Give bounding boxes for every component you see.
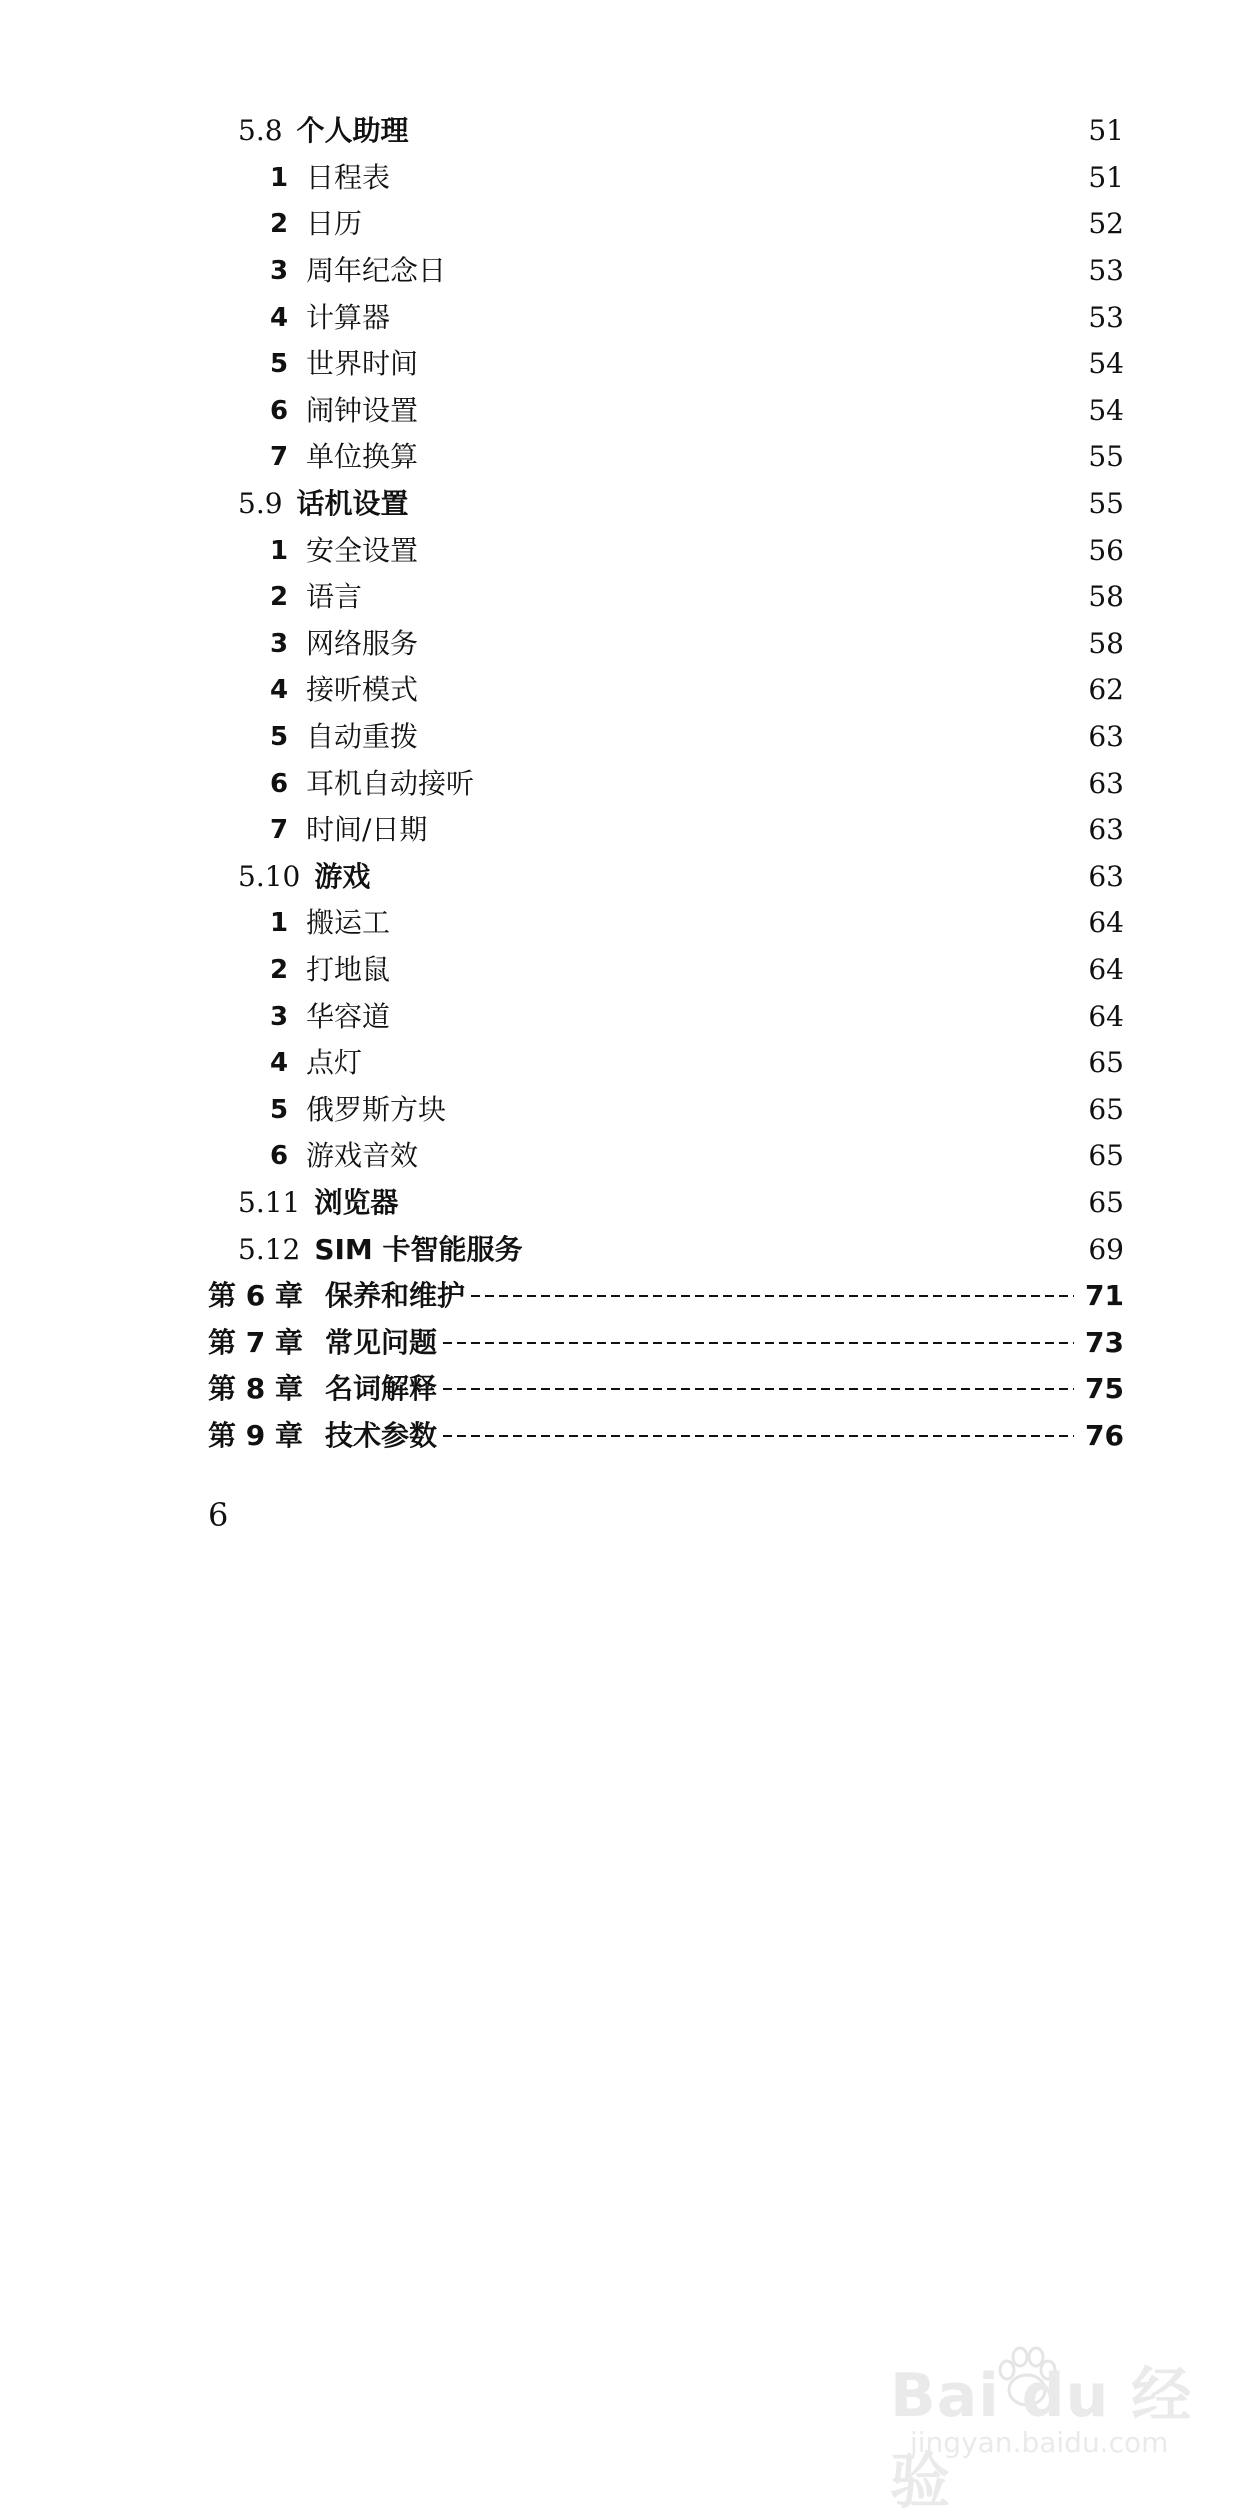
toc-entry-title: 游戏 — [314, 859, 371, 893]
toc-entry-title: 技术参数 — [324, 1418, 437, 1452]
toc-entry-page: 55 — [1088, 440, 1124, 474]
toc-item — [0, 527, 1244, 574]
toc-leader — [372, 583, 1070, 611]
toc-entry-title: 周年纪念日 — [306, 254, 447, 288]
toc-entry-page: 75 — [1085, 1372, 1124, 1406]
toc-section — [0, 1226, 1244, 1273]
toc-entry-page: 62 — [1088, 673, 1124, 707]
toc-entry-page: 71 — [1085, 1279, 1124, 1313]
toc-entry-page: 63 — [1088, 766, 1124, 800]
toc-entry-title: 浏览器 — [314, 1185, 399, 1219]
watermark-logo-text: Bai du 经验 — [890, 2361, 1193, 2517]
toc-entry-title: 语言 — [306, 580, 363, 614]
toc-item — [0, 294, 1244, 341]
toc-entry-title: 俄罗斯方块 — [306, 1092, 447, 1126]
toc-leader — [456, 1096, 1070, 1124]
toc-entry-page: 58 — [1088, 580, 1124, 614]
toc-entry-title: 常见问题 — [324, 1325, 437, 1359]
toc-item — [0, 807, 1244, 854]
toc-entry-page: 52 — [1088, 207, 1124, 241]
toc-entry-title: 闹钟设置 — [306, 393, 419, 427]
toc-entry-number: 3 — [270, 628, 289, 659]
toc-entry-title: 单位换算 — [306, 440, 419, 474]
toc-entry-title: 华容道 — [306, 999, 391, 1033]
toc-entry-number: 5 — [270, 1094, 289, 1125]
toc-entry-title: 保养和维护 — [324, 1279, 465, 1313]
toc-leader — [428, 443, 1070, 471]
toc-entry-number: 3 — [270, 1001, 289, 1032]
toc-entry-page: 64 — [1088, 952, 1124, 986]
toc-entry-page: 63 — [1088, 813, 1124, 847]
toc-entry-number: 5.11 — [238, 1185, 301, 1219]
toc-leader — [484, 770, 1070, 798]
toc-entry-title: 接听模式 — [306, 673, 419, 707]
toc-leader — [380, 863, 1070, 891]
toc-leader — [428, 1142, 1070, 1170]
toc-leader — [408, 1189, 1070, 1217]
toc-entry-title: SIM 卡智能服务 — [314, 1232, 523, 1266]
toc-leader — [428, 350, 1070, 378]
toc-entry-page: 56 — [1088, 533, 1124, 567]
toc-entry-number: 6 — [270, 395, 289, 426]
toc-entry-page: 51 — [1088, 160, 1124, 194]
toc-item — [0, 155, 1244, 202]
toc-section — [0, 1180, 1244, 1227]
toc-section — [0, 108, 1244, 155]
toc-entry-title: 搬运工 — [306, 906, 391, 940]
toc-entry-number: 1 — [270, 535, 289, 566]
toc-entry-number: 6 — [270, 768, 289, 799]
toc-entry-title: 个人助理 — [296, 114, 409, 148]
toc-entry-page: 63 — [1088, 859, 1124, 893]
toc-entry-number: 第 6 章 — [208, 1279, 303, 1313]
toc-entry-title: 计算器 — [306, 300, 391, 334]
toc-entry-title: 世界时间 — [306, 347, 419, 381]
toc-chapter — [0, 1413, 1244, 1460]
toc-entry-number: 5.12 — [238, 1232, 301, 1266]
page-number: 6 — [208, 1496, 229, 1534]
toc-section — [0, 481, 1244, 528]
toc-chapter — [0, 1366, 1244, 1413]
toc-item — [0, 341, 1244, 388]
toc-entry-number: 5.10 — [238, 859, 301, 893]
toc-entry-number: 1 — [270, 908, 289, 939]
toc-item — [0, 621, 1244, 668]
toc-leader — [400, 164, 1070, 192]
toc-leader — [428, 397, 1070, 425]
toc-entry-number: 5 — [270, 349, 289, 380]
toc-entry-number: 5.9 — [238, 487, 283, 521]
toc-entry-title: 网络服务 — [306, 626, 419, 660]
toc-entry-title: 名词解释 — [324, 1372, 437, 1406]
toc-entry-page: 53 — [1088, 254, 1124, 288]
toc-entry-page: 69 — [1088, 1232, 1124, 1266]
toc-item — [0, 1133, 1244, 1180]
toc-item — [0, 248, 1244, 295]
toc-leader — [443, 1388, 1074, 1390]
toc-leader — [400, 1003, 1070, 1031]
toc-entry-number: 1 — [270, 162, 289, 193]
toc-leader — [400, 909, 1070, 937]
toc-leader — [437, 816, 1070, 844]
toc-entry-number: 5 — [270, 722, 289, 753]
table-of-contents — [0, 108, 1244, 1459]
toc-item — [0, 1086, 1244, 1133]
toc-entry-page: 64 — [1088, 999, 1124, 1033]
toc-entry-number: 3 — [270, 256, 289, 287]
toc-entry-number: 第 8 章 — [208, 1372, 303, 1406]
toc-entry-title: 日历 — [306, 207, 363, 241]
toc-entry-title: 打地鼠 — [306, 952, 391, 986]
toc-item — [0, 760, 1244, 807]
toc-leader — [419, 117, 1070, 145]
toc-entry-number: 5.8 — [238, 114, 283, 148]
toc-entry-page: 65 — [1088, 1139, 1124, 1173]
toc-item — [0, 947, 1244, 994]
toc-leader — [428, 630, 1070, 658]
toc-entry-page: 73 — [1085, 1325, 1124, 1359]
toc-leader — [400, 956, 1070, 984]
toc-leader — [428, 676, 1070, 704]
toc-entry-number: 4 — [270, 302, 289, 333]
toc-entry-number: 4 — [270, 1048, 289, 1079]
toc-entry-page: 53 — [1088, 300, 1124, 334]
toc-entry-page: 65 — [1088, 1185, 1124, 1219]
toc-item — [0, 434, 1244, 481]
toc-leader — [456, 257, 1070, 285]
toc-entry-page: 76 — [1085, 1418, 1124, 1452]
toc-entry-number: 2 — [270, 209, 289, 240]
toc-entry-page: 58 — [1088, 626, 1124, 660]
toc-entry-number: 第 9 章 — [208, 1418, 303, 1452]
toc-entry-title: 游戏音效 — [306, 1139, 419, 1173]
toc-entry-number: 4 — [270, 675, 289, 706]
toc-chapter — [0, 1319, 1244, 1366]
toc-section — [0, 854, 1244, 901]
toc-leader — [471, 1295, 1074, 1297]
toc-entry-number: 7 — [270, 815, 289, 846]
toc-entry-title: 时间/日期 — [306, 813, 428, 847]
toc-entry-title: 日程表 — [306, 160, 391, 194]
toc-entry-title: 自动重拨 — [306, 720, 419, 754]
toc-leader — [428, 537, 1070, 565]
toc-leader — [419, 490, 1070, 518]
toc-entry-title: 安全设置 — [306, 533, 419, 567]
toc-entry-page: 55 — [1088, 487, 1124, 521]
toc-entry-number: 2 — [270, 954, 289, 985]
toc-leader — [372, 1049, 1070, 1077]
toc-item — [0, 714, 1244, 761]
toc-leader — [400, 304, 1070, 332]
toc-item — [0, 667, 1244, 714]
toc-leader — [428, 723, 1070, 751]
toc-item — [0, 1040, 1244, 1087]
toc-chapter — [0, 1273, 1244, 1320]
toc-leader — [533, 1236, 1070, 1264]
toc-entry-page: 65 — [1088, 1046, 1124, 1080]
baidu-jingyan-watermark — [890, 2342, 1210, 2517]
toc-entry-title: 耳机自动接听 — [306, 766, 475, 800]
toc-entry-number: 第 7 章 — [208, 1325, 303, 1359]
toc-item — [0, 201, 1244, 248]
toc-leader — [443, 1435, 1074, 1437]
toc-entry-title: 点灯 — [306, 1046, 363, 1080]
toc-entry-number: 6 — [270, 1141, 289, 1172]
watermark-url: jingyan.baidu.com — [910, 2426, 1169, 2459]
toc-entry-title: 话机设置 — [296, 487, 409, 521]
toc-leader — [372, 210, 1070, 238]
toc-leader — [443, 1342, 1074, 1344]
toc-entry-page: 54 — [1088, 393, 1124, 427]
toc-entry-page: 64 — [1088, 906, 1124, 940]
toc-entry-page: 65 — [1088, 1092, 1124, 1126]
toc-item — [0, 900, 1244, 947]
toc-entry-page: 51 — [1088, 114, 1124, 148]
toc-entry-number: 7 — [270, 442, 289, 473]
toc-item — [0, 574, 1244, 621]
toc-item — [0, 993, 1244, 1040]
toc-item — [0, 388, 1244, 435]
toc-entry-page: 63 — [1088, 720, 1124, 754]
toc-entry-page: 54 — [1088, 347, 1124, 381]
toc-entry-number: 2 — [270, 582, 289, 613]
